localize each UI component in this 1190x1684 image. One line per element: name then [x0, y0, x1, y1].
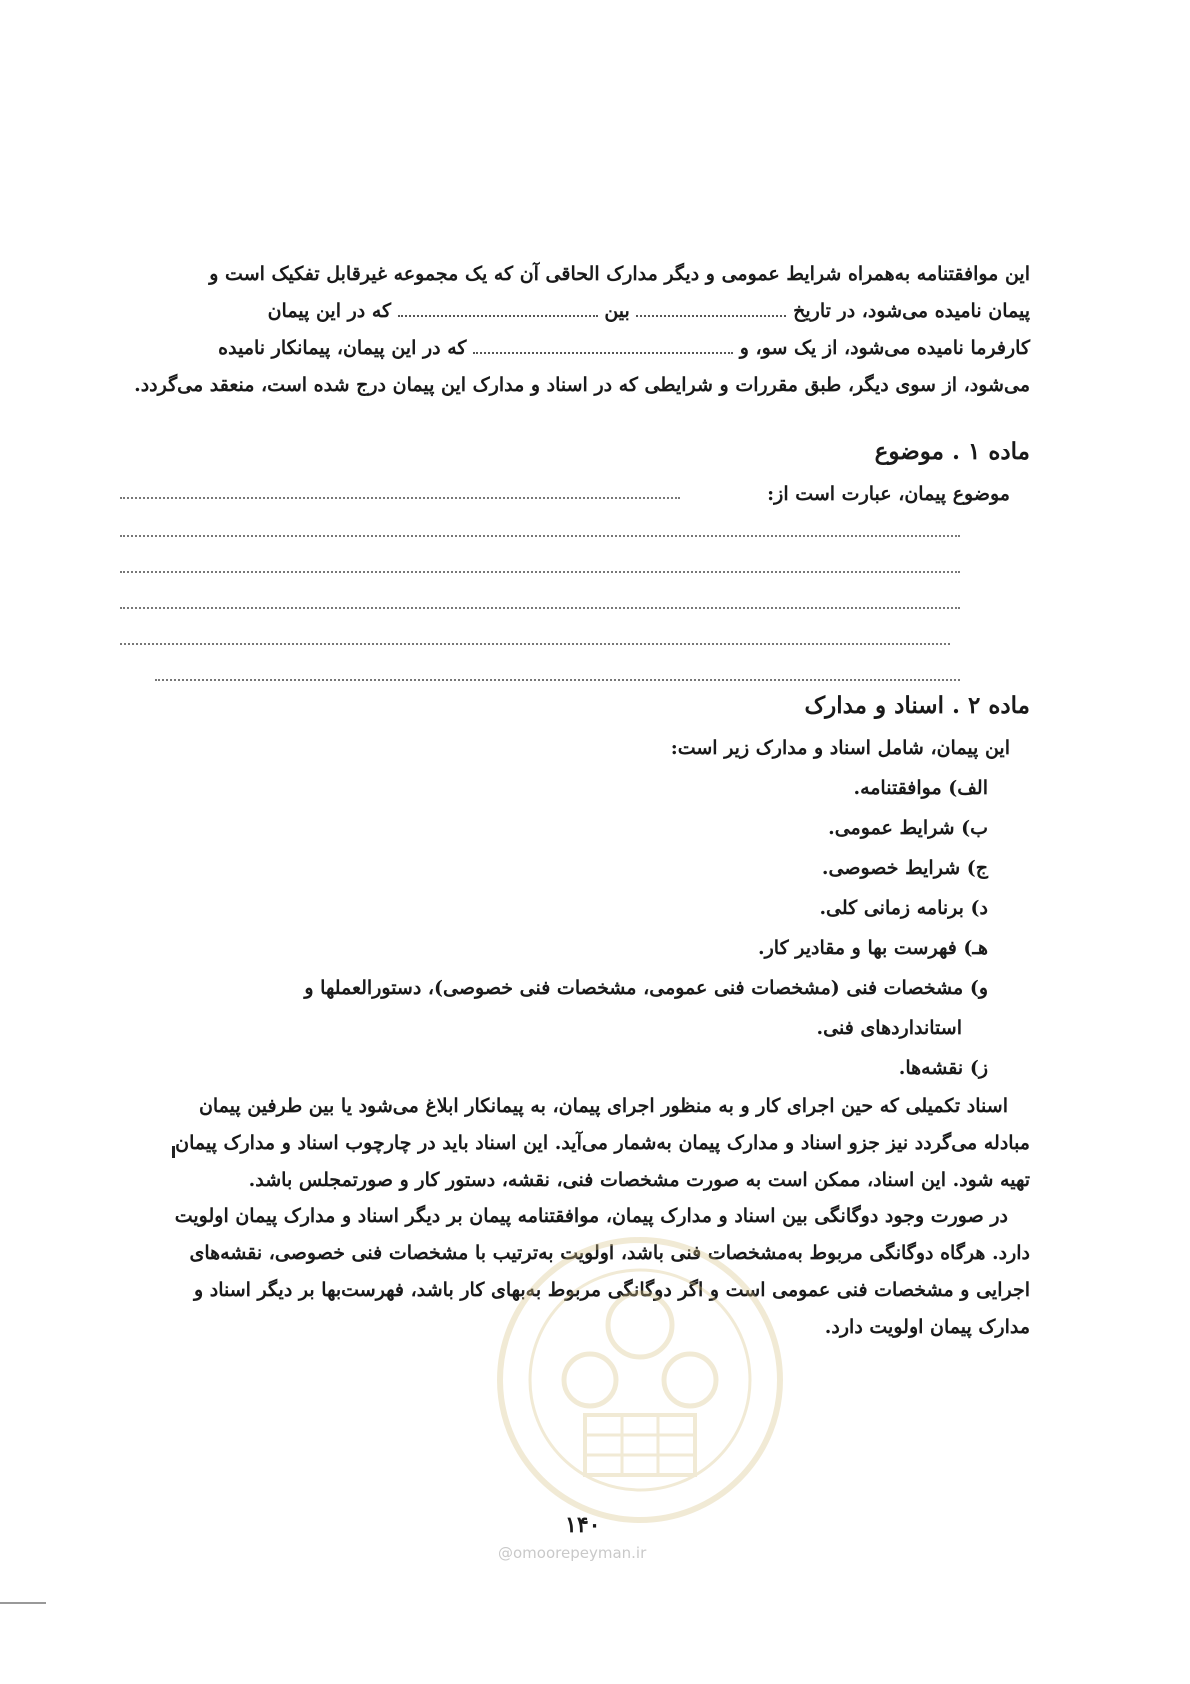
- edge-mark: [0, 1602, 46, 1604]
- article-2-heading: ماده ۲ . اسناد و مدارک: [804, 692, 1030, 719]
- article-1-heading: ماده ۱ . موضوع: [874, 438, 1030, 465]
- supp-line-3: تهیه شود. این اسناد، ممکن است به صورت مشخصات فنی، نقشه، دستور کار و صورتمجلس باشد.: [248, 1169, 1030, 1191]
- documents-list: [130, 728, 1010, 1088]
- intro-line-3-part-a: کارفرما نامیده می‌شود، از یک سو، و: [739, 337, 1030, 359]
- contractor-blank: [473, 338, 733, 354]
- intro-line-2-part-b: بین: [604, 300, 630, 322]
- employer-blank: [398, 301, 598, 317]
- article-1-lead: موضوع پیمان، عبارت است از:: [767, 483, 1010, 505]
- supp-line-1: اسناد تکمیلی که حین اجرای کار و به منظور اجرای پیمان، به پیمانکار ابلاغ می‌شود یا بین طرفین پیمان: [198, 1095, 1008, 1117]
- subject-dotline-5: [120, 642, 950, 645]
- supp-line-2: مبادله می‌گردد نیز جزو اسناد و مدارک پیمان به‌شمار می‌آید. این اسناد باید در چارچوب اسناد و مدارک پیمان: [175, 1132, 1030, 1154]
- documents-item-6: و) مشخصات فنی (مشخصات فنی عمومی، مشخصات فنی خصوصی)، دستورالعملها و: [304, 977, 988, 999]
- page-number: ۱۴۰: [565, 1512, 601, 1538]
- intro-line-2: [130, 293, 1030, 330]
- date-blank: [636, 301, 786, 317]
- prec-line-3: اجرایی و مشخصات فنی عمومی است و اگر دوگانگی مربوط به‌بهای کار باشد، فهرست‌بها بر دیگر اسناد و: [193, 1279, 1030, 1301]
- subject-dotline-3: [120, 570, 960, 573]
- documents-item-7: ز) نقشه‌ها.: [898, 1057, 988, 1079]
- documents-item-4: د) برنامه زمانی کلی.: [819, 897, 988, 919]
- intro-line-2-part-c: که در این پیمان: [267, 300, 392, 322]
- intro-line-2-part-a: پیمان نامیده می‌شود، در تاریخ: [793, 300, 1030, 322]
- intro-paragraph: [130, 256, 1030, 404]
- article-1-lead-line: [110, 476, 1010, 513]
- subject-dotline-4: [120, 606, 960, 609]
- intro-line-3: [130, 330, 1030, 367]
- documents-item-5: هـ) فهرست بها و مقادیر کار.: [758, 937, 988, 959]
- subject-dotline-6: [155, 678, 960, 681]
- documents-item-3: ج) شرایط خصوصی.: [821, 857, 988, 879]
- intro-line-3-part-b: که در این پیمان، پیمانکار نامیده: [218, 337, 467, 359]
- prec-line-4: مدارک پیمان اولویت دارد.: [824, 1316, 1030, 1338]
- supplementary-paragraph: [130, 1088, 1030, 1199]
- intro-line-4: می‌شود، از سوی دیگر، طبق مقررات و شرایطی که در اسناد و مدارک این پیمان درج شده است، منعقد می‌گردد.: [134, 374, 1030, 396]
- intro-line-1: این موافقتنامه به‌همراه شرایط عمومی و دیگر مدارک الحاقی آن که یک مجموعه غیرقابل تفکیک است و: [209, 263, 1030, 285]
- subject-dotline-1: [120, 496, 680, 499]
- documents-item-6-cont: استانداردهای فنی.: [816, 1017, 962, 1039]
- prec-line-2: دارد. هرگاه دوگانگی مربوط به‌مشخصات فنی باشد، اولویت به‌ترتیب با مشخصات فنی خصوصی، نقشه‌های: [189, 1242, 1030, 1264]
- documents-item-1: الف) موافقتنامه.: [853, 777, 988, 799]
- watermark-text: @omoorepeyman.ir: [498, 1544, 647, 1562]
- subject-dotline-2: [120, 534, 960, 537]
- watermark-seal-icon: [490, 1230, 790, 1530]
- prec-line-1: در صورت وجود دوگانگی بین اسناد و مدارک پیمان، موافقتنامه پیمان بر دیگر اسناد و مدارک پیمان اولویت: [174, 1205, 1008, 1227]
- documents-lead: این پیمان، شامل اسناد و مدارک زیر است:: [670, 737, 1010, 759]
- documents-item-2: ب) شرایط عمومی.: [828, 817, 988, 839]
